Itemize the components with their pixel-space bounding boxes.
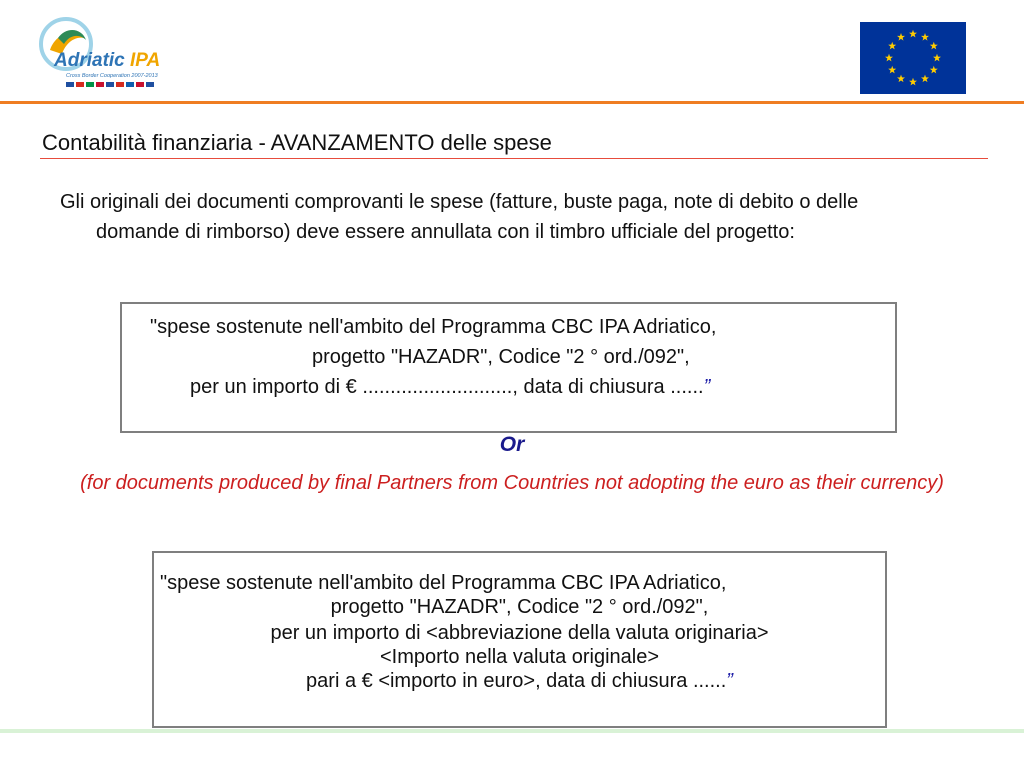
non-euro-note: (for documents produced by final Partners from Countries not adopting the euro as their currency) — [80, 472, 944, 494]
logo-name: Adriatic — [54, 50, 125, 71]
stamp2-line-5 — [154, 668, 885, 694]
slide-title: Contabilità finanziaria - AVANZAMENTO delle spese — [42, 130, 552, 155]
eu-flag-icon — [860, 22, 966, 94]
stamp1-line-2: progetto "HAZADR", Codice "2 ° ord./092", — [312, 346, 690, 368]
stamp1-line-3-text: per un importo di € ..........................., data di chiusura ...... — [190, 376, 704, 398]
stamp2-line-3: per un importo di <abbreviazione della valuta originaria> — [270, 622, 769, 644]
stamp1-line-3 — [190, 374, 710, 400]
stamp-text-box-euro — [120, 302, 897, 433]
adriatic-ipa-logo — [36, 14, 176, 94]
footer-divider — [0, 729, 1024, 733]
stamp2-close-quote: ” — [726, 670, 733, 692]
stamp2-line-2: progetto "HAZADR", Codice "2 ° ord./092", — [330, 596, 709, 618]
title-underline — [40, 158, 988, 159]
stamp2-line-4: <Importo nella valuta originale> — [379, 646, 660, 668]
header-divider — [0, 101, 1024, 104]
stamp2-line-5-text: pari a € <importo in euro>, data di chiusura ...... — [306, 670, 727, 692]
intro-text: Gli originali dei documenti comprovanti le spese (fatture, buste paga, note di debito o delle domande di rimborso) deve essere annullata con il timbro ufficiale del progetto: — [60, 191, 859, 243]
or-separator: Or — [499, 433, 525, 456]
logo-tagline: Cross Border Cooperation 2007-2013 — [66, 73, 158, 79]
stamp2-line-1: "spese sostenute nell'ambito del Programma CBC IPA Adriatico, — [160, 572, 727, 594]
stamp1-line-1: "spese sostenute nell'ambito del Programma CBC IPA Adriatico, — [150, 316, 717, 338]
stamp-text-box-foreign-currency — [152, 551, 887, 728]
partner-flags-strip — [66, 82, 154, 87]
stamp1-close-quote: ” — [703, 376, 711, 398]
logo-suffix: IPA — [130, 50, 161, 71]
intro-paragraph — [60, 187, 940, 247]
